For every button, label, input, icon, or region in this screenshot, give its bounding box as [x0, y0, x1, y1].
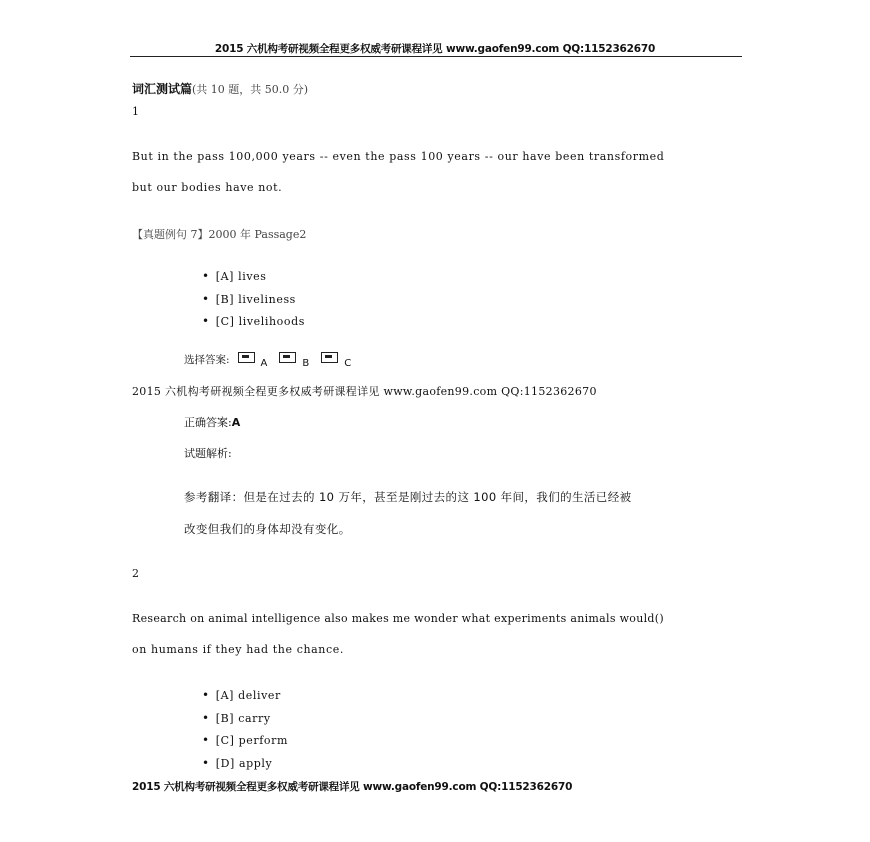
watermark-line: 2015 六机构考研视频全程更多权威考研课程详见 www.gaofen99.com QQ:1152362670 — [132, 385, 597, 398]
select-answer-row — [184, 352, 355, 367]
correct-answer-label: 正确答案: — [184, 416, 232, 429]
choice-b-checkbox-icon[interactable] — [279, 352, 296, 363]
option-a[interactable]: • [A] lives — [202, 265, 305, 288]
translation-line2: 改变但我们的身体却没有变化。 — [184, 522, 351, 536]
section-meta: (共 10 题，共 50.0 分) — [192, 83, 309, 96]
option-c[interactable]: • [C] livelihoods — [202, 310, 305, 333]
choice-b-label: B — [302, 358, 310, 369]
option-b[interactable]: • [B] carry — [202, 707, 288, 730]
question-1-text-line1: But in the pass 100,000 years -- even the pass 100 years -- our have been transformed — [132, 150, 665, 163]
select-answer-label: 选择答案: — [184, 354, 230, 366]
question-2-text-line1: Research on animal intelligence also makes me wonder what experiments animals would() — [132, 612, 664, 625]
option-d[interactable]: • [D] apply — [202, 752, 288, 775]
correct-answer-value: A — [231, 416, 241, 429]
question-2-options — [202, 684, 288, 774]
correct-answer — [184, 414, 240, 430]
header-rule — [130, 56, 742, 57]
section-title-text: 词汇测试篇 — [132, 82, 193, 96]
choice-a-checkbox-icon[interactable] — [238, 352, 255, 363]
page-header: 2015 六机构考研视频全程更多权威考研课程详见 www.gaofen99.com QQ:1152362670 — [214, 43, 656, 55]
choice-c-label: C — [344, 358, 352, 369]
option-c[interactable]: • [C] perform — [202, 729, 288, 752]
option-b[interactable]: • [B] liveliness — [202, 288, 305, 311]
question-1-number: 1 — [132, 105, 139, 118]
translation-line1: 参考翻译：但是在过去的 10 万年，甚至是刚过去的这 100 年间，我们的生活已经被 — [184, 490, 632, 504]
question-2-number: 2 — [132, 567, 139, 580]
question-2-text-line2: on humans if they had the chance. — [132, 643, 344, 656]
question-1-source: 【真题例句 7】2000 年 Passage2 — [132, 228, 307, 241]
section-title — [132, 80, 308, 97]
page-footer: 2015 六机构考研视频全程更多权威考研课程详见 www.gaofen99.com QQ:1152362670 — [132, 781, 573, 793]
choice-c-checkbox-icon[interactable] — [321, 352, 338, 363]
choice-a-label: A — [260, 358, 268, 369]
question-1-text-line2: but our bodies have not. — [132, 181, 283, 194]
question-1-options — [202, 265, 305, 333]
analysis-label: 试题解析: — [184, 447, 232, 460]
option-a[interactable]: • [A] deliver — [202, 684, 288, 707]
